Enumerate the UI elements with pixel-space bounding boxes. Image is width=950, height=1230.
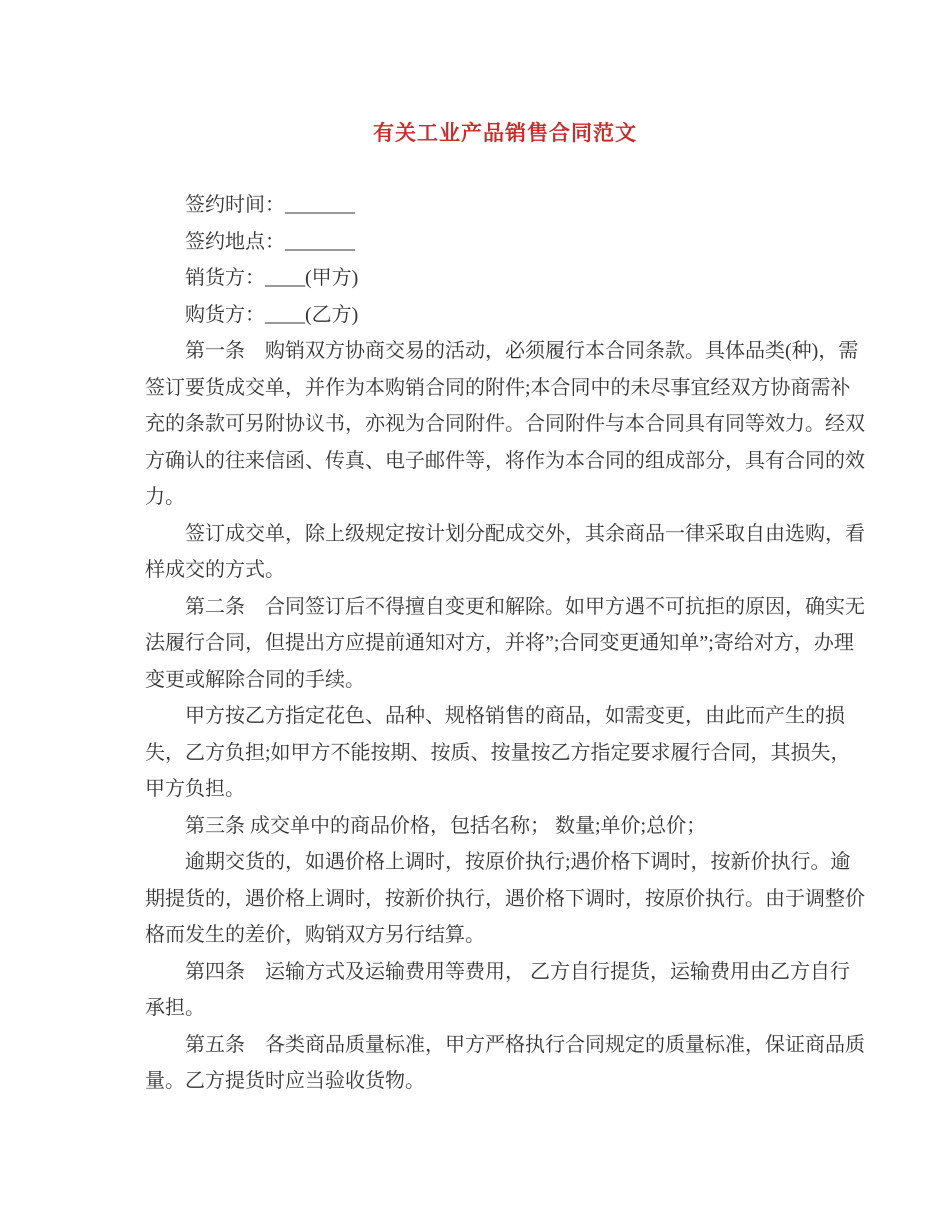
field-sign-place xyxy=(145,224,865,261)
field-sign-time-blank: _______ xyxy=(285,194,355,216)
field-sign-place-blank: _______ xyxy=(285,230,355,253)
clause-1-supplement: 签订成交单，除上级规定按计划分配成交外，其余商品一律采取自由选购，看样成交的方式。 xyxy=(145,522,865,581)
clause-5: 第五条 各类商品质量标准，甲方严格执行合同规定的质量标准，保证商品质量。乙方提货时应当验收货物。 xyxy=(145,1033,865,1092)
field-seller xyxy=(145,260,865,297)
document-title: 有关工业产品销售合同范文 xyxy=(373,121,637,145)
field-buyer-suffix: (乙方) xyxy=(305,303,359,326)
clause-2: 第二条 合同签订后不得擅自变更和解除。如甲方遇不可抗拒的原因，确实无法履行合同，但提出方应提前通知对方，并将”;合同变更通知单”;寄给对方，办理变更或解除合同的手续。 xyxy=(145,595,865,691)
field-sign-place-label: 签约地点： xyxy=(185,230,285,253)
clause-1: 第一条 购销双方协商交易的活动，必须履行本合同条款。具体品类(种)，需签订要货成交单，并作为本购销合同的附件;本合同中的未尽事宜经双方协商需补充的条款可另附协议书，亦视为合同附件。合同附件与本合同具有同等效力。经双方确认的往来信函、传真、电子邮件等，将作为本合同的组成部分，具有合同的效力。 xyxy=(145,340,865,508)
contract-document xyxy=(145,0,865,1100)
clause-3: 第三条 成交单中的商品价格，包括名称； 数量;单价;总价； xyxy=(185,814,707,837)
field-buyer-label: 购货方： xyxy=(185,303,265,326)
field-seller-suffix: (甲方) xyxy=(305,267,359,289)
field-buyer xyxy=(145,297,865,334)
field-seller-label: 销货方： xyxy=(185,267,265,289)
clause-3-supplement: 逾期交货的，如遇价格上调时，按原价执行;遇价格下调时，按新价执行。逾期提货的，遇价格上调时，按新价执行，遇价格下调时，按原价执行。由于调整价格而发生的差价，购销双方另行结算。 xyxy=(145,851,865,946)
clause-2-supplement: 甲方按乙方指定花色、品种、规格销售的商品，如需变更，由此而产生的损失，乙方负担;如甲方不能按期、按质、按量按乙方指定要求履行合同，其损失，甲方负担。 xyxy=(145,705,851,800)
clause-4: 第四条 运输方式及运输费用等费用， 乙方自行提货，运输费用由乙方自行承担。 xyxy=(145,960,850,1019)
field-buyer-blank: ____ xyxy=(265,303,305,326)
field-sign-time xyxy=(145,187,865,224)
field-sign-time-label: 签约时间： xyxy=(185,194,285,216)
field-seller-blank: ____ xyxy=(265,267,305,289)
